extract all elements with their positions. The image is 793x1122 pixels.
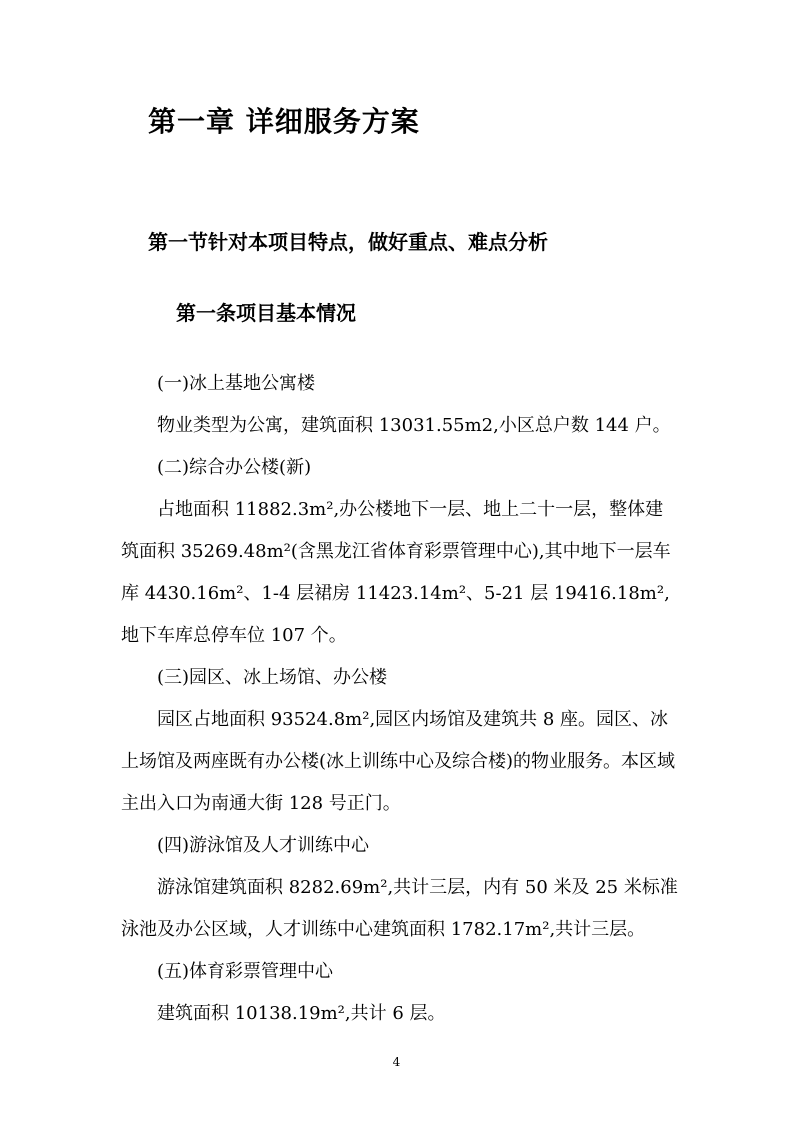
subheading-swimming-hall: (四)游泳馆及人才训练中心 [157,835,370,856]
subheading-lottery-center: (五)体育彩票管理中心 [157,961,334,982]
paragraph-lottery-center: 建筑面积 10138.19m²,共计 6 层。 [157,1003,446,1024]
body-text [121,363,681,1035]
article-title: 第一条项目基本情况 [176,301,356,325]
paragraph-park-venues: 园区占地面积 93524.8m²,园区内场馆及建筑共 8 座。园区、冰上场馆及两座既有办公楼(冰上训练中心及综合楼)的物业服务。本区域主出入口为南通大街 128 号正门。 [121,709,676,814]
subheading-office-building: (二)综合办公楼(新) [157,457,312,478]
subheading-park-venues: (三)园区、冰上场馆、办公楼 [157,667,388,688]
section-title: 第一节针对本项目特点，做好重点、难点分析 [148,230,548,254]
subheading-apartment: (一)冰上基地公寓楼 [157,373,316,394]
paragraph-office-building: 占地面积 11882.3m²,办公楼地下一层、地上二十一层，整体建筑面积 35269.48m²(含黑龙江省体育彩票管理中心),其中地下一层车库 4430.16m²、1-4 层裙房 11423.14m²、5-21 层 19416.18m²,地下车库总停车位 107 个。 [121,499,671,646]
chapter-title: 第一章 详细服务方案 [148,105,420,138]
page-number: 4 [392,1055,401,1069]
paragraph-swimming-hall: 游泳馆建筑面积 8282.69m²,共计三层，内有 50 米及 25 米标准泳池及办公区域，人才训练中心建筑面积 1782.17m²,共计三层。 [121,877,678,940]
paragraph-apartment: 物业类型为公寓，建筑面积 13031.55m2,小区总户数 144 户。 [157,415,671,436]
